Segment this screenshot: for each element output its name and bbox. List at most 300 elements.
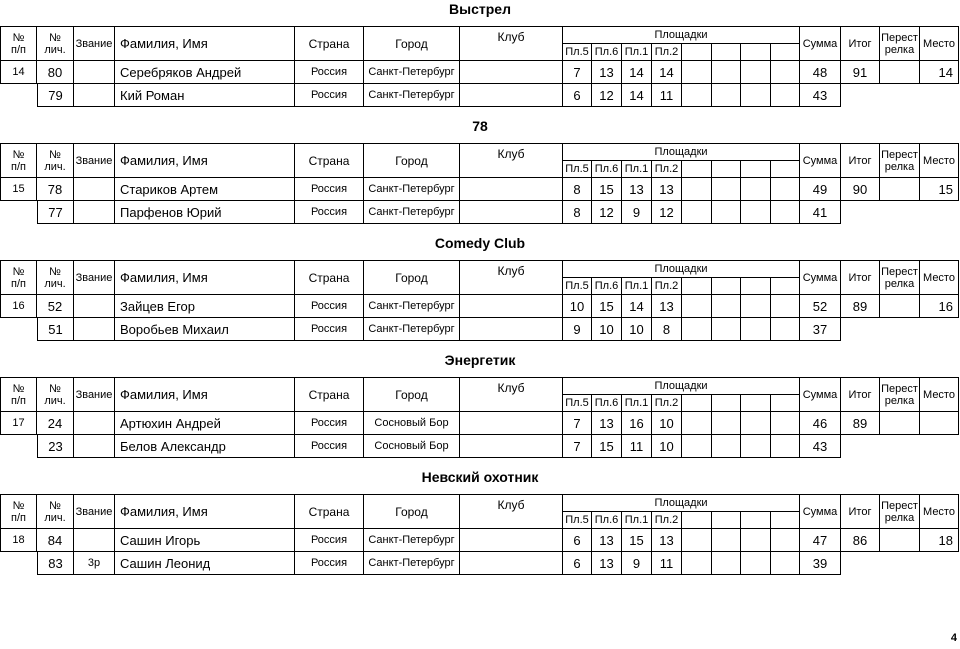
row-shootoff — [880, 529, 920, 552]
header-area-col — [682, 511, 712, 529]
row-area-score — [741, 435, 771, 458]
row-name: Серебряков Андрей — [115, 61, 295, 84]
team-block — [0, 234, 960, 346]
row-area-score: 7 — [563, 412, 592, 435]
header-lic-line2: лич. — [44, 511, 66, 524]
header-name: Фамилия, Имя — [115, 494, 295, 529]
row-sum: 46 — [800, 412, 841, 435]
row-area-score: 13 — [592, 552, 622, 575]
row-name: Белов Александр — [115, 435, 295, 458]
row-area-score — [712, 435, 741, 458]
header-areas: Площадки — [563, 26, 800, 43]
team-title: Энергетик — [444, 352, 516, 368]
header-area-col — [712, 43, 741, 61]
team-title: Выстрел — [449, 1, 511, 17]
header-club: Клуб — [460, 26, 563, 61]
row-area-score: 12 — [592, 84, 622, 107]
row-area-score: 12 — [652, 201, 682, 224]
row-total: 91 — [841, 61, 880, 84]
header-shootoff-line1: Перест — [881, 31, 918, 44]
team-block — [0, 351, 960, 463]
row-club — [460, 201, 563, 224]
row-np: 18 — [0, 529, 37, 552]
row-total: 89 — [841, 412, 880, 435]
row-area-score: 12 — [592, 201, 622, 224]
row-area-score: 9 — [563, 318, 592, 341]
row-area-score: 8 — [563, 201, 592, 224]
row-shootoff — [880, 295, 920, 318]
row-area-score — [682, 529, 712, 552]
row-lic: 23 — [37, 435, 74, 458]
header-area-col: Пл.5 — [563, 277, 592, 295]
row-sum: 37 — [800, 318, 841, 341]
row-lic: 51 — [37, 318, 74, 341]
header-np-line2: п/п — [11, 277, 26, 290]
header-shootoff-line2: релка — [884, 43, 915, 56]
row-area-score — [682, 435, 712, 458]
header-name: Фамилия, Имя — [115, 143, 295, 178]
header-lic — [37, 377, 74, 412]
header-lic-line2: лич. — [44, 43, 66, 56]
header-area-col: Пл.6 — [592, 511, 622, 529]
row-area-score — [771, 435, 800, 458]
header-area-col: Пл.6 — [592, 160, 622, 178]
header-area-col: Пл.5 — [563, 160, 592, 178]
row-shootoff — [880, 412, 920, 435]
row-area-score — [682, 84, 712, 107]
row-name: Кий Роман — [115, 84, 295, 107]
header-club: Клуб — [460, 494, 563, 529]
row-area-score: 15 — [592, 178, 622, 201]
header-total: Итог — [841, 26, 880, 61]
header-lic-line1: № — [49, 382, 61, 395]
header-shootoff — [880, 143, 920, 178]
row-place: 16 — [920, 295, 959, 318]
row-place: 18 — [920, 529, 959, 552]
row-city: Санкт-Петербург — [364, 61, 460, 84]
header-club: Клуб — [460, 143, 563, 178]
row-np: 14 — [0, 61, 37, 84]
row-area-score: 9 — [622, 552, 652, 575]
row-area-score — [712, 318, 741, 341]
row-area-score — [771, 552, 800, 575]
header-areas: Площадки — [563, 377, 800, 394]
header-country: Страна — [295, 260, 364, 295]
header-country: Страна — [295, 494, 364, 529]
row-area-score: 11 — [652, 84, 682, 107]
row-rank — [74, 201, 115, 224]
row-area-score — [712, 61, 741, 84]
header-city: Город — [364, 26, 460, 61]
row-sum: 52 — [800, 295, 841, 318]
row-sum: 43 — [800, 84, 841, 107]
header-lic-line2: лич. — [44, 394, 66, 407]
row-sum: 41 — [800, 201, 841, 224]
row-area-score — [712, 84, 741, 107]
header-np — [0, 494, 37, 529]
header-area-col: Пл.1 — [622, 160, 652, 178]
row-city: Санкт-Петербург — [364, 178, 460, 201]
header-area-col — [741, 511, 771, 529]
row-area-score — [741, 61, 771, 84]
row-area-score — [771, 412, 800, 435]
header-np-line1: № — [12, 148, 25, 161]
row-area-score: 14 — [622, 84, 652, 107]
header-lic — [37, 260, 74, 295]
row-area-score — [682, 61, 712, 84]
header-sum: Сумма — [800, 143, 841, 178]
row-area-score — [771, 529, 800, 552]
row-lic: 83 — [37, 552, 74, 575]
row-city: Санкт-Петербург — [364, 84, 460, 107]
header-total: Итог — [841, 377, 880, 412]
header-area-col — [741, 43, 771, 61]
row-area-score — [771, 318, 800, 341]
header-name: Фамилия, Имя — [115, 377, 295, 412]
row-area-score: 7 — [563, 61, 592, 84]
header-place: Место — [920, 494, 959, 529]
row-rank — [74, 529, 115, 552]
row-area-score: 9 — [622, 201, 652, 224]
header-area-col — [741, 160, 771, 178]
row-place: 15 — [920, 178, 959, 201]
header-sum: Сумма — [800, 26, 841, 61]
row-area-score — [712, 178, 741, 201]
header-area-col — [712, 277, 741, 295]
header-np — [0, 143, 37, 178]
row-area-score: 16 — [622, 412, 652, 435]
row-area-score: 6 — [563, 529, 592, 552]
row-total: 89 — [841, 295, 880, 318]
header-country: Страна — [295, 26, 364, 61]
row-rank — [74, 84, 115, 107]
header-total: Итог — [841, 143, 880, 178]
row-country: Россия — [295, 529, 364, 552]
header-area-col: Пл.5 — [563, 511, 592, 529]
row-area-score — [771, 295, 800, 318]
row-area-score — [682, 412, 712, 435]
header-area-col — [771, 394, 800, 412]
row-rank — [74, 295, 115, 318]
header-np-line2: п/п — [11, 43, 26, 56]
row-name: Зайцев Егор — [115, 295, 295, 318]
team-title: Comedy Club — [434, 235, 526, 251]
header-np-line2: п/п — [11, 160, 26, 173]
row-rank — [74, 412, 115, 435]
header-areas: Площадки — [563, 260, 800, 277]
header-lic-line1: № — [49, 265, 61, 278]
team-title: Невский охотник — [421, 469, 539, 485]
header-shootoff-line2: релка — [884, 511, 915, 524]
row-area-score — [712, 529, 741, 552]
row-area-score — [741, 412, 771, 435]
header-area-col — [741, 394, 771, 412]
row-sum: 39 — [800, 552, 841, 575]
row-area-score: 13 — [652, 529, 682, 552]
header-lic — [37, 143, 74, 178]
header-place: Место — [920, 377, 959, 412]
header-area-col — [771, 43, 800, 61]
header-sum: Сумма — [800, 494, 841, 529]
header-sum: Сумма — [800, 377, 841, 412]
row-total: 90 — [841, 178, 880, 201]
header-rank: Звание — [74, 26, 115, 61]
row-rank — [74, 61, 115, 84]
row-area-score: 13 — [652, 178, 682, 201]
row-country: Россия — [295, 61, 364, 84]
header-area-col — [682, 160, 712, 178]
header-place: Место — [920, 143, 959, 178]
header-np-line2: п/п — [11, 511, 26, 524]
header-area-col — [712, 394, 741, 412]
header-np-line2: п/п — [11, 394, 26, 407]
row-club — [460, 295, 563, 318]
row-country: Россия — [295, 84, 364, 107]
row-area-score: 7 — [563, 435, 592, 458]
row-area-score: 15 — [622, 529, 652, 552]
header-name: Фамилия, Имя — [115, 260, 295, 295]
team-block — [0, 0, 960, 112]
header-area-col: Пл.1 — [622, 394, 652, 412]
header-country: Страна — [295, 143, 364, 178]
row-country: Россия — [295, 435, 364, 458]
header-np — [0, 377, 37, 412]
header-areas: Площадки — [563, 494, 800, 511]
header-shootoff-line1: Перест — [881, 265, 918, 278]
team-block — [0, 117, 960, 229]
row-area-score — [771, 178, 800, 201]
row-shootoff — [880, 178, 920, 201]
row-lic: 79 — [37, 84, 74, 107]
row-area-score: 14 — [652, 61, 682, 84]
row-area-score — [741, 318, 771, 341]
header-shootoff-line1: Перест — [881, 148, 918, 161]
row-area-score — [712, 552, 741, 575]
row-club — [460, 529, 563, 552]
header-shootoff-line2: релка — [884, 394, 915, 407]
header-lic — [37, 26, 74, 61]
row-name: Артюхин Андрей — [115, 412, 295, 435]
row-lic: 80 — [37, 61, 74, 84]
row-area-score — [682, 295, 712, 318]
row-rank — [74, 318, 115, 341]
header-rank: Звание — [74, 494, 115, 529]
row-area-score: 13 — [592, 61, 622, 84]
row-area-score: 8 — [652, 318, 682, 341]
row-area-score: 11 — [652, 552, 682, 575]
row-rank — [74, 178, 115, 201]
row-city: Сосновый Бор — [364, 412, 460, 435]
header-total: Итог — [841, 260, 880, 295]
row-area-score: 11 — [622, 435, 652, 458]
header-place: Место — [920, 26, 959, 61]
row-total: 86 — [841, 529, 880, 552]
row-lic: 84 — [37, 529, 74, 552]
header-np-line1: № — [12, 265, 25, 278]
header-city: Город — [364, 377, 460, 412]
row-area-score: 8 — [563, 178, 592, 201]
header-total: Итог — [841, 494, 880, 529]
row-city: Санкт-Петербург — [364, 201, 460, 224]
header-area-col — [682, 277, 712, 295]
header-lic-line2: лич. — [44, 277, 66, 290]
row-np: 15 — [0, 178, 37, 201]
header-area-col — [712, 511, 741, 529]
team-title: 78 — [472, 118, 488, 134]
row-area-score: 14 — [622, 295, 652, 318]
header-area-col: Пл.5 — [563, 43, 592, 61]
header-area-col: Пл.1 — [622, 277, 652, 295]
row-area-score — [771, 84, 800, 107]
header-area-col — [712, 160, 741, 178]
row-club — [460, 178, 563, 201]
row-area-score: 15 — [592, 435, 622, 458]
header-name: Фамилия, Имя — [115, 26, 295, 61]
row-area-score: 10 — [592, 318, 622, 341]
row-city: Сосновый Бор — [364, 435, 460, 458]
row-area-score: 14 — [622, 61, 652, 84]
row-area-score: 13 — [622, 178, 652, 201]
row-country: Россия — [295, 412, 364, 435]
header-areas: Площадки — [563, 143, 800, 160]
row-area-score — [682, 318, 712, 341]
row-club — [460, 84, 563, 107]
row-lic: 52 — [37, 295, 74, 318]
header-np-line1: № — [12, 382, 25, 395]
header-sum: Сумма — [800, 260, 841, 295]
row-club — [460, 61, 563, 84]
row-area-score — [712, 295, 741, 318]
header-city: Город — [364, 260, 460, 295]
header-shootoff — [880, 377, 920, 412]
header-rank: Звание — [74, 377, 115, 412]
row-area-score: 10 — [622, 318, 652, 341]
row-area-score — [682, 552, 712, 575]
header-shootoff-line1: Перест — [881, 382, 918, 395]
row-area-score: 13 — [592, 412, 622, 435]
header-shootoff-line1: Перест — [881, 499, 918, 512]
row-lic: 78 — [37, 178, 74, 201]
row-place: 14 — [920, 61, 959, 84]
row-club — [460, 552, 563, 575]
row-area-score — [712, 412, 741, 435]
row-shootoff — [880, 61, 920, 84]
row-area-score: 10 — [563, 295, 592, 318]
header-area-col: Пл.2 — [652, 160, 682, 178]
row-np: 16 — [0, 295, 37, 318]
header-area-col: Пл.2 — [652, 511, 682, 529]
row-area-score: 6 — [563, 84, 592, 107]
row-name: Воробьев Михаил — [115, 318, 295, 341]
row-city: Санкт-Петербург — [364, 318, 460, 341]
row-place — [920, 412, 959, 435]
row-area-score: 10 — [652, 412, 682, 435]
header-area-col — [771, 160, 800, 178]
header-club: Клуб — [460, 260, 563, 295]
row-area-score — [741, 552, 771, 575]
header-np-line1: № — [12, 499, 25, 512]
header-area-col: Пл.2 — [652, 394, 682, 412]
row-sum: 49 — [800, 178, 841, 201]
row-name: Стариков Артем — [115, 178, 295, 201]
row-area-score — [682, 201, 712, 224]
header-area-col — [741, 277, 771, 295]
row-sum: 43 — [800, 435, 841, 458]
row-country: Россия — [295, 295, 364, 318]
header-shootoff — [880, 260, 920, 295]
page-number: 4 — [950, 632, 957, 644]
header-area-col: Пл.2 — [652, 277, 682, 295]
header-area-col — [682, 394, 712, 412]
header-np-line1: № — [12, 31, 25, 44]
header-lic — [37, 494, 74, 529]
row-name: Сашин Игорь — [115, 529, 295, 552]
header-area-col: Пл.2 — [652, 43, 682, 61]
header-area-col — [771, 277, 800, 295]
row-city: Санкт-Петербург — [364, 295, 460, 318]
row-area-score: 13 — [592, 529, 622, 552]
row-country: Россия — [295, 552, 364, 575]
header-lic-line2: лич. — [44, 160, 66, 173]
row-area-score — [771, 61, 800, 84]
row-area-score — [741, 529, 771, 552]
header-shootoff-line2: релка — [884, 160, 915, 173]
row-club — [460, 435, 563, 458]
header-lic-line1: № — [49, 148, 61, 161]
row-area-score: 13 — [652, 295, 682, 318]
header-rank: Звание — [74, 260, 115, 295]
row-np: 17 — [0, 412, 37, 435]
header-area-col: Пл.6 — [592, 394, 622, 412]
row-country: Россия — [295, 178, 364, 201]
header-area-col: Пл.1 — [622, 511, 652, 529]
header-shootoff-line2: релка — [884, 277, 915, 290]
row-area-score: 6 — [563, 552, 592, 575]
header-club: Клуб — [460, 377, 563, 412]
header-lic-line1: № — [49, 31, 61, 44]
row-club — [460, 318, 563, 341]
row-area-score — [741, 84, 771, 107]
row-sum: 48 — [800, 61, 841, 84]
row-club — [460, 412, 563, 435]
row-sum: 47 — [800, 529, 841, 552]
header-area-col: Пл.6 — [592, 43, 622, 61]
row-area-score: 15 — [592, 295, 622, 318]
row-rank — [74, 435, 115, 458]
header-rank: Звание — [74, 143, 115, 178]
header-shootoff — [880, 26, 920, 61]
header-shootoff — [880, 494, 920, 529]
row-city: Санкт-Петербург — [364, 552, 460, 575]
row-name: Сашин Леонид — [115, 552, 295, 575]
header-area-col — [771, 511, 800, 529]
row-country: Россия — [295, 318, 364, 341]
team-block — [0, 468, 960, 580]
row-city: Санкт-Петербург — [364, 529, 460, 552]
row-country: Россия — [295, 201, 364, 224]
row-name: Парфенов Юрий — [115, 201, 295, 224]
row-rank: 3р — [74, 552, 115, 575]
header-city: Город — [364, 494, 460, 529]
row-lic: 24 — [37, 412, 74, 435]
row-area-score — [712, 201, 741, 224]
header-place: Место — [920, 260, 959, 295]
row-area-score — [682, 178, 712, 201]
header-area-col — [682, 43, 712, 61]
header-lic-line1: № — [49, 499, 61, 512]
header-area-col: Пл.1 — [622, 43, 652, 61]
header-country: Страна — [295, 377, 364, 412]
